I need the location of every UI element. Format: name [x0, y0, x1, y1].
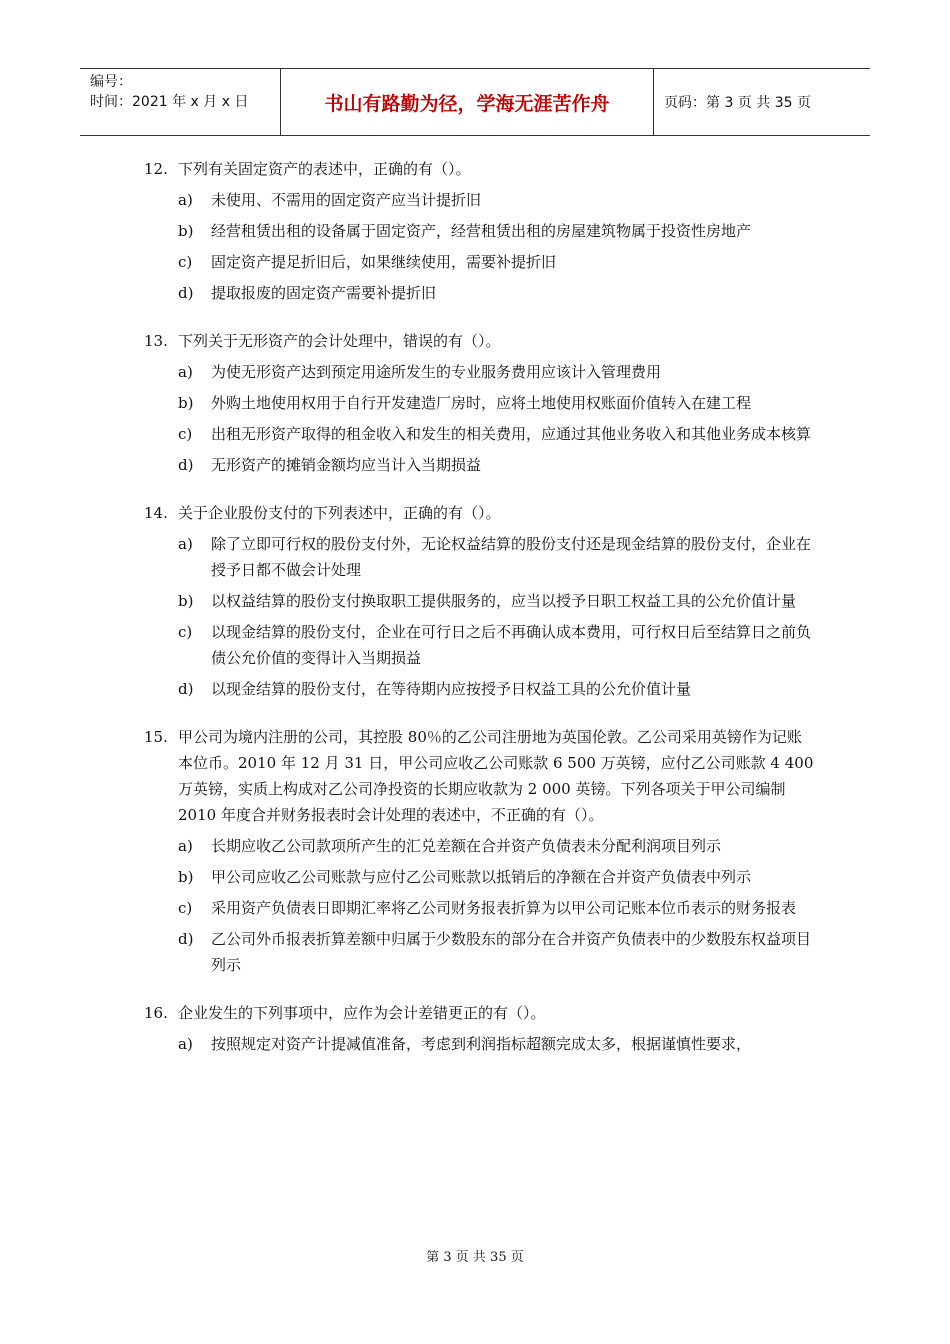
option-label: b) [178, 592, 194, 610]
question-stem [144, 156, 814, 182]
option-text: 外购土地使用权用于自行开发建造厂房时，应将土地使用权账面价值转入在建工程 [211, 394, 752, 412]
header-page-info: 页码：第 3 页 共 35 页 [664, 95, 811, 111]
option-label: a) [178, 1035, 193, 1053]
question-stem [144, 724, 814, 828]
question-stem [144, 328, 814, 354]
option-label: d) [178, 680, 194, 698]
question-13 [144, 328, 814, 478]
option-label: c) [178, 623, 193, 641]
option-label: c) [178, 899, 193, 917]
option-text: 为使无形资产达到预定用途所发生的专业服务费用应该计入管理费用 [211, 363, 662, 381]
question-16 [144, 1000, 814, 1057]
option-label: a) [178, 191, 193, 209]
question-text: 下列关于无形资产的会计处理中，错误的有（）。 [178, 332, 501, 350]
option-text: 以权益结算的股份支付换取职工提供服务的，应当以授予日职工权益工具的公允价值计量 [211, 592, 797, 610]
header-motto: 书山有路勤为径，学海无涯苦作舟 [280, 69, 654, 135]
option-label: c) [178, 253, 193, 271]
option-text: 以现金结算的股份支付，企业在可行日之后不再确认成本费用，可行权日后至结算日之前负债公允价值的变得计入当期损益 [211, 623, 812, 667]
option-item [144, 1031, 814, 1057]
question-text: 企业发生的下列事项中，应作为会计差错更正的有（）。 [178, 1004, 546, 1022]
option-item [144, 864, 814, 890]
option-item [144, 452, 814, 478]
option-item [144, 676, 814, 702]
option-label: b) [178, 222, 194, 240]
option-text: 固定资产提足折旧后，如果继续使用，需要补提折旧 [211, 253, 557, 271]
option-item [144, 249, 814, 275]
option-text: 无形资产的摊销金额均应当计入当期损益 [211, 456, 482, 474]
option-item [144, 531, 814, 583]
question-14 [144, 500, 814, 702]
option-label: d) [178, 930, 194, 948]
option-item [144, 218, 814, 244]
page-header [80, 68, 870, 136]
question-number: 13. [144, 332, 168, 350]
header-meta [80, 69, 280, 135]
option-label: b) [178, 394, 194, 412]
option-item [144, 619, 814, 671]
option-item [144, 359, 814, 385]
option-label: c) [178, 425, 193, 443]
question-list [144, 156, 814, 1079]
question-15 [144, 724, 814, 978]
question-number: 12. [144, 160, 168, 178]
option-text: 采用资产负债表日即期汇率将乙公司财务报表折算为以甲公司记账本位币表示的财务报表 [211, 899, 797, 917]
option-item [144, 588, 814, 614]
question-text: 下列有关固定资产的表述中，正确的有（）。 [178, 160, 471, 178]
option-text: 出租无形资产取得的租金收入和发生的相关费用，应通过其他业务收入和其他业务成本核算 [211, 425, 812, 443]
option-text: 经营租赁出租的设备属于固定资产，经营租赁出租的房屋建筑物属于投资性房地产 [211, 222, 752, 240]
option-item [144, 280, 814, 306]
option-text: 未使用、不需用的固定资产应当计提折旧 [211, 191, 482, 209]
question-number: 15. [144, 728, 168, 746]
date-label: 时间：2021 年 x 月 x 日 [90, 94, 249, 110]
option-item [144, 390, 814, 416]
question-number: 16. [144, 1004, 168, 1022]
code-label: 编号： [90, 74, 132, 90]
question-text: 关于企业股份支付的下列表述中，正确的有（）。 [178, 504, 501, 522]
question-stem [144, 1000, 814, 1026]
option-text: 按照规定对资产计提减值准备，考虑到利润指标超额完成太多，根据谨慎性要求， [211, 1035, 752, 1053]
option-label: a) [178, 535, 193, 553]
option-text: 乙公司外币报表折算差额中归属于少数股东的部分在合并资产负债表中的少数股东权益项目列示 [211, 930, 812, 974]
option-item [144, 421, 814, 447]
option-item [144, 895, 814, 921]
question-12 [144, 156, 814, 306]
page-footer: 第 3 页 共 35 页 [426, 1250, 524, 1265]
option-text: 甲公司应收乙公司账款与应付乙公司账款以抵销后的净额在合并资产负债表中列示 [211, 868, 752, 886]
option-text: 长期应收乙公司款项所产生的汇兑差额在合并资产负债表未分配利润项目列示 [211, 837, 722, 855]
option-item [144, 833, 814, 859]
option-label: b) [178, 868, 194, 886]
option-text: 除了立即可行权的股份支付外，无论权益结算的股份支付还是现金结算的股份支付，企业在授予日都不做会计处理 [211, 535, 812, 579]
option-label: d) [178, 284, 194, 302]
option-text: 提取报废的固定资产需要补提折旧 [211, 284, 437, 302]
option-label: a) [178, 363, 193, 381]
option-item [144, 187, 814, 213]
option-text: 以现金结算的股份支付，在等待期内应按授予日权益工具的公允价值计量 [211, 680, 692, 698]
question-stem [144, 500, 814, 526]
option-label: a) [178, 837, 193, 855]
question-text: 甲公司为境内注册的公司，其控股 80％的乙公司注册地为英国伦敦。乙公司采用英镑作为记账本位币。2010 年 12 月 31 日，甲公司应收乙公司账款 6 500 万英镑，应付乙公司账款 4 400 万英镑，实质上构成对乙公司净投资的长期应收款为 2 000 英镑。下列各项关于甲公司编制 2010 年度合并财务报表时会计处理的表述中，不正确的有（）。 [178, 728, 814, 824]
question-number: 14. [144, 504, 168, 522]
option-item [144, 926, 814, 978]
option-label: d) [178, 456, 194, 474]
